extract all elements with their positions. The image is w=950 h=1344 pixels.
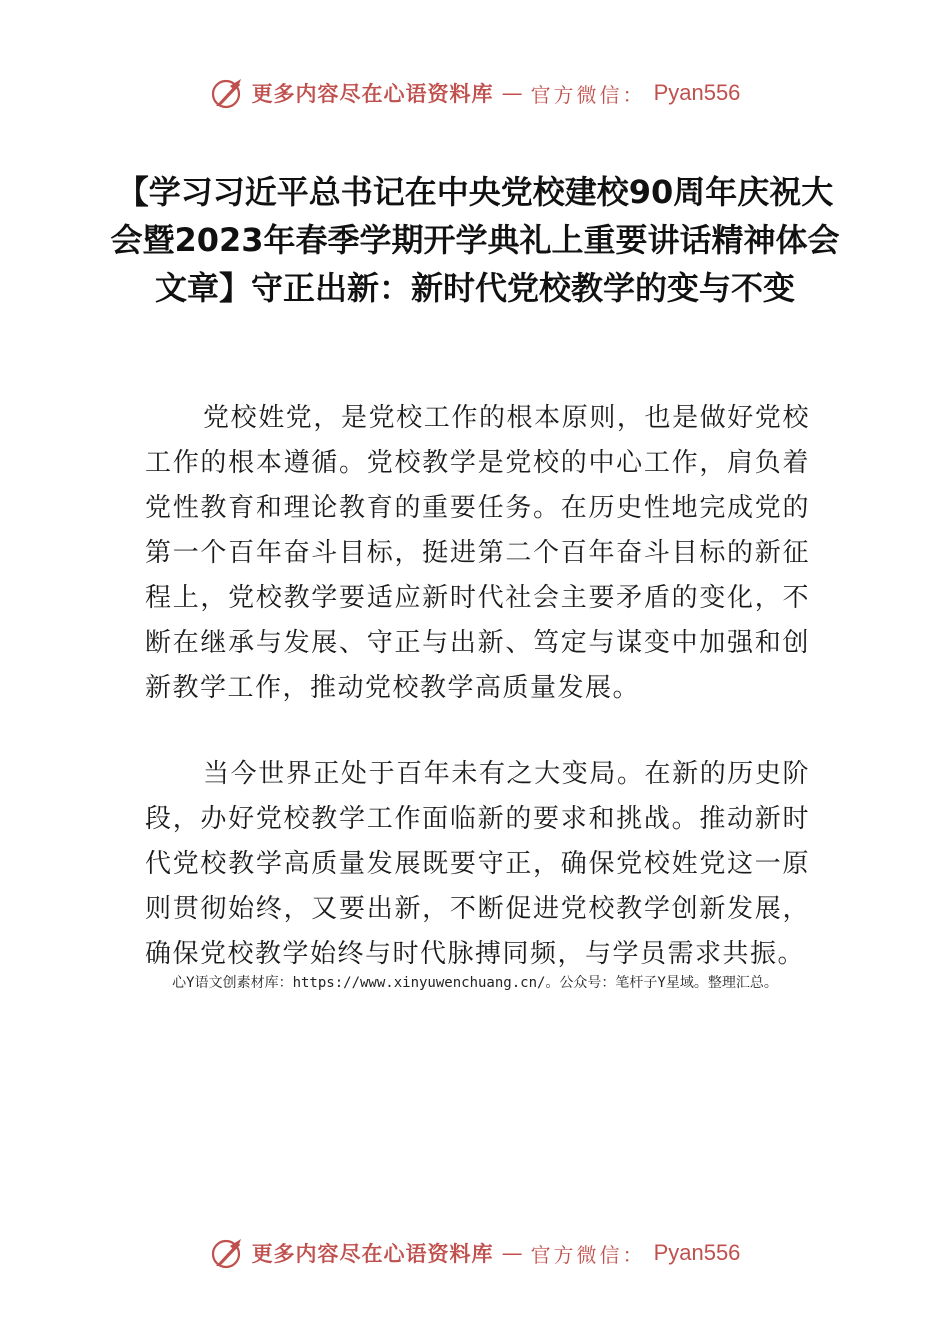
watermark-wechat-label: 官方微信：: [530, 82, 646, 107]
document-title: 【学习习近平总书记在中央党校建校90周年庆祝大会暨2023年春季学期开学典礼上重要讲话精神体会文章】守正出新：新时代党校教学的变与不变: [110, 173, 840, 307]
source-footnote: 心Y语文创素材库：https://www.xinyuwenchuang.cn/。公众号：笔杆子Y星域。整理汇总。: [172, 975, 778, 991]
watermark-wechat-id: Pyan556: [653, 80, 741, 105]
quill-logo-icon: [210, 1236, 244, 1270]
watermark-text: 更多内容尽在心语资料库: [251, 81, 494, 106]
quill-logo-icon: [210, 76, 244, 110]
watermark-wechat-label: 官方微信：: [530, 1242, 646, 1267]
footer-watermark: [0, 1228, 950, 1278]
watermark-wechat-id: Pyan556: [653, 1240, 741, 1265]
body-paragraph-2: 当今世界正处于百年未有之大变局。在新的历史阶段，办好党校教学工作面临新的要求和挑战。推动新时代党校教学高质量发展既要守正，确保党校姓党这一原则贯彻始终，又要出新，不断促进党校教学创新发展，确保党校教学始终与时代脉搏同频，与学员需求共振。: [145, 759, 810, 969]
watermark-text: 更多内容尽在心语资料库: [251, 1241, 494, 1266]
watermark-separator: —: [501, 81, 523, 105]
header-watermark: [0, 68, 950, 118]
watermark-separator: —: [501, 1241, 523, 1265]
body-paragraph-1: 党校姓党，是党校工作的根本原则，也是做好党校工作的根本遵循。党校教学是党校的中心工作，肩负着党性教育和理论教育的重要任务。在历史性地完成党的第一个百年奋斗目标，挺进第二个百年奋斗目标的新征程上，党校教学要适应新时代社会主要矛盾的变化，不断在继承与发展、守正与出新、笃定与谋变中加强和创新教学工作，推动党校教学高质量发展。: [145, 403, 810, 703]
